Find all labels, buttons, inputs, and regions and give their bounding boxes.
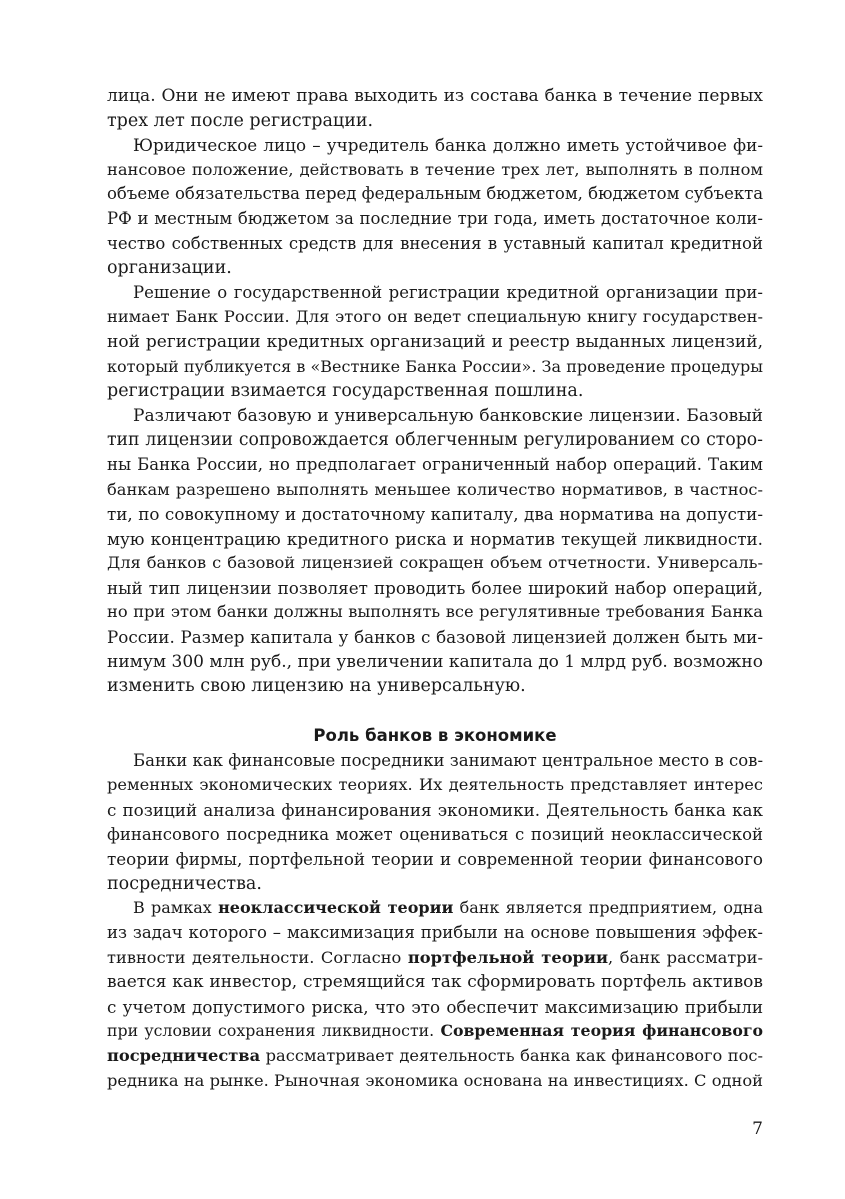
page-number: 7 (752, 1119, 763, 1139)
text-line: но при этом банки должны выполнять все регулятивные требования Банка (107, 602, 763, 622)
section-heading: Роль банков в экономике (313, 725, 557, 745)
text-line: теории фирмы, портфельной теории и современной теории финансового (107, 849, 763, 870)
text-line: РФ и местным бюджетом за последние три года, иметь достаточное коли- (107, 208, 763, 228)
text-line: нансовое положение, действовать в течение трех лет, выполнять в полном (107, 159, 763, 179)
text-line: банкам разрешено выполнять меньшее количество нормативов, в частнос- (107, 479, 763, 499)
bold-term: посредничества (107, 1045, 261, 1065)
text-line: изменить свою лицензию на универсальную. (107, 676, 526, 697)
text-line: вается как инвестор, стремящийся так сформировать портфель активов (107, 972, 763, 993)
paragraph (107, 281, 763, 404)
text-line: Юридическое лицо – учредитель банка должно иметь устойчивое фи- (133, 135, 763, 156)
paragraph (107, 84, 763, 133)
paragraph (107, 404, 763, 699)
text-line: ной регистрации кредитных организаций и реестр выданных лицензий, (107, 331, 763, 352)
text-line: который публикуется в «Вестнике Банка России». За проведение процедуры (107, 356, 763, 376)
text-line (107, 946, 763, 971)
text-line: нимает Банк России. Для этого он ведет специальную книгу государствен- (107, 307, 763, 327)
paragraph (107, 133, 763, 281)
text-line: посредничества. (107, 873, 262, 894)
text-line: ны Банка России, но предполагает ограниченный набор операций. Таким (107, 454, 763, 474)
text-run: тивности деятельности. Согласно (107, 947, 408, 967)
text-run: В рамках (133, 898, 219, 918)
text-run: , банк рассматри- (608, 947, 763, 967)
text-line: чество собственных средств для внесения в уставный капитал кредитной (107, 233, 763, 253)
text-line: лица. Они не имеют права выходить из состава банка в течение первых (107, 86, 763, 106)
text-line: трех лет после регистрации. (107, 110, 374, 131)
text-line (107, 896, 763, 921)
text-line: организации. (107, 258, 232, 279)
text-line (107, 1019, 763, 1044)
text-line: тип лицензии сопровождается облегченным регулированием со сторо- (107, 430, 763, 451)
text-run: банк является предприятием, одна (453, 898, 764, 918)
text-line: мую концентрацию кредитного риска и норматив текущей ликвидности. (107, 528, 763, 549)
text-line: Банки как финансовые посредники занимают центральное место в сов- (133, 750, 764, 770)
text-line: редника на рынке. Рыночная экономика основана на инвестициях. С одной (107, 1070, 763, 1090)
text-line (107, 1044, 763, 1069)
bold-term: портфельной теории (407, 947, 609, 967)
text-run: рассматривает деятельность банка как финансового пос- (260, 1045, 763, 1065)
paragraph (107, 749, 763, 897)
text-run: при условии сохранения ликвидности. (107, 1021, 441, 1041)
text-line: финансового посредника может оцениваться с позиций неоклассической (107, 824, 763, 844)
text-line: нимум 300 млн руб., при увеличении капитала до 1 млрд руб. возможно (107, 651, 763, 672)
text-line: ременных экономических теориях. Их деятельность представляет интерес (107, 775, 763, 795)
page-body (107, 84, 763, 1093)
text-line: объеме обязательства перед федеральным бюджетом, бюджетом субъекта (107, 184, 764, 204)
text-line: регистрации взимается государственная пошлина. (107, 381, 584, 402)
paragraph (107, 896, 763, 1093)
text-line: Для банков с базовой лицензией сокращен объем отчетности. Универсаль- (107, 553, 763, 573)
text-line: России. Размер капитала у банков с базовой лицензией должен быть ми- (107, 627, 763, 648)
text-line: Решение о государственной регистрации кредитной организации при- (133, 282, 763, 302)
text-line: с позиций анализа финансирования экономики. Деятельность банка как (107, 800, 763, 821)
text-line: с учетом допустимого риска, что это обеспечит максимизацию прибыли (107, 996, 763, 1017)
text-line: ный тип лицензии позволяет проводить более широкий набор операций, (107, 577, 763, 598)
bold-term: неоклассической теории (218, 898, 454, 918)
bold-term: Современная теория финансового (440, 1021, 764, 1041)
text-line: ти, по совокупному и достаточному капиталу, два норматива на допусти- (107, 504, 763, 525)
text-line: Различают базовую и универсальную банковские лицензии. Базовый (133, 405, 763, 426)
text-line: из задач которого – максимизация прибыли на основе повышения эффек- (107, 923, 763, 942)
